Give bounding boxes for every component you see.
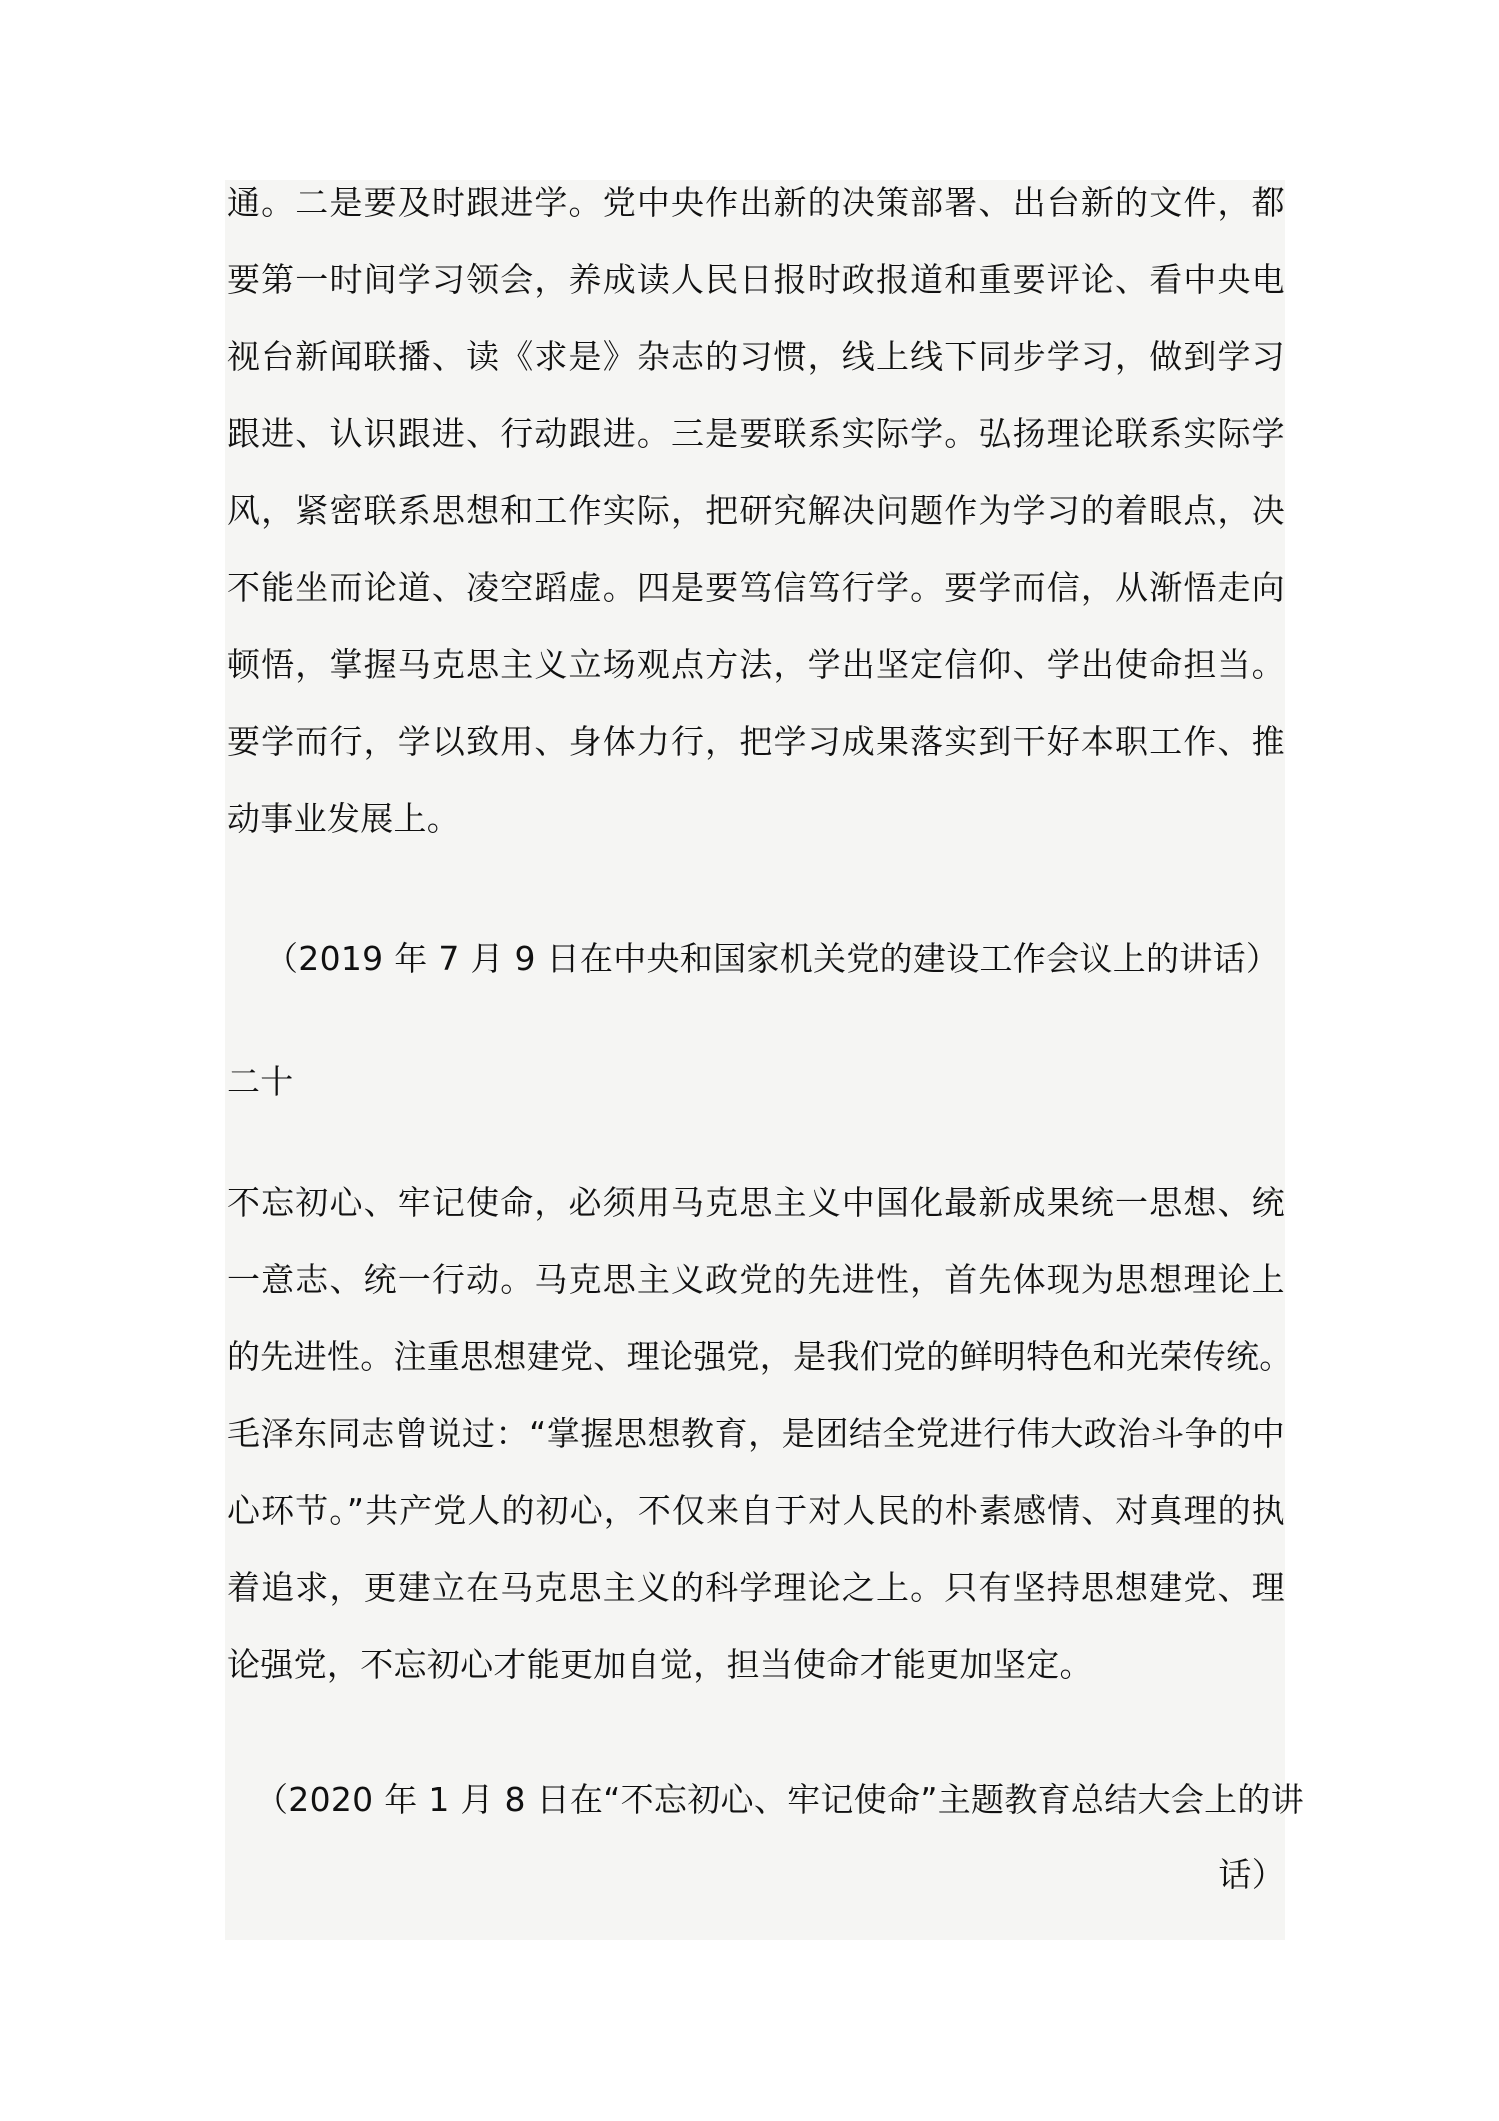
- paragraph-line: 通。二是要及时跟进学。党中央作出新的决策部署、出台新的文件，都: [227, 183, 1285, 222]
- paragraph-line: 要第一时间学习领会，养成读人民日报时政报道和重要评论、看中央电: [227, 260, 1285, 299]
- paragraph-line: 不能坐而论道、凌空蹈虚。四是要笃信笃行学。要学而信，从渐悟走向: [227, 568, 1285, 607]
- paragraph-line: 动事业发展上。: [227, 799, 461, 838]
- paragraph-line: 顿悟，掌握马克思主义立场观点方法，学出坚定信仰、学出使命担当。: [227, 645, 1285, 684]
- speech-source-note: 话）: [1218, 1855, 1285, 1894]
- paragraph-line: 风，紧密联系思想和工作实际，把研究解决问题作为学习的着眼点，决: [227, 491, 1285, 530]
- paragraph-line: 跟进、认识跟进、行动跟进。三是要联系实际学。弘扬理论联系实际学: [227, 414, 1285, 453]
- paragraph-line: 一意志、统一行动。马克思主义政党的先进性，首先体现为思想理论上: [227, 1260, 1285, 1299]
- section-heading: 二十: [227, 1062, 294, 1101]
- paragraph-line: 视台新闻联播、读《求是》杂志的习惯，线上线下同步学习，做到学习: [227, 337, 1285, 376]
- paragraph-line: 着追求，更建立在马克思主义的科学理论之上。只有坚持思想建党、理: [227, 1568, 1285, 1607]
- paragraph-line: 毛泽东同志曾说过：“掌握思想教育，是团结全党进行伟大政治斗争的中: [227, 1414, 1285, 1453]
- paragraph-line: 论强党，不忘初心才能更加自觉，担当使命才能更加坚定。: [227, 1645, 1093, 1684]
- speech-source-note: （2020 年 1 月 8 日在“不忘初心、牢记使命”主题教育总结大会上的讲: [255, 1780, 1305, 1819]
- paragraph-line: 的先进性。注重思想建党、理论强党，是我们党的鲜明特色和光荣传统。: [227, 1337, 1293, 1376]
- speech-source-note: （2019 年 7 月 9 日在中央和国家机关党的建设工作会议上的讲话）: [265, 939, 1280, 978]
- paragraph-line: 要学而行，学以致用、身体力行，把学习成果落实到干好本职工作、推: [227, 722, 1285, 761]
- paragraph-line: 心环节。”共产党人的初心，不仅来自于对人民的朴素感情、对真理的执: [227, 1491, 1285, 1530]
- paragraph-line: 不忘初心、牢记使命，必须用马克思主义中国化最新成果统一思想、统: [227, 1183, 1285, 1222]
